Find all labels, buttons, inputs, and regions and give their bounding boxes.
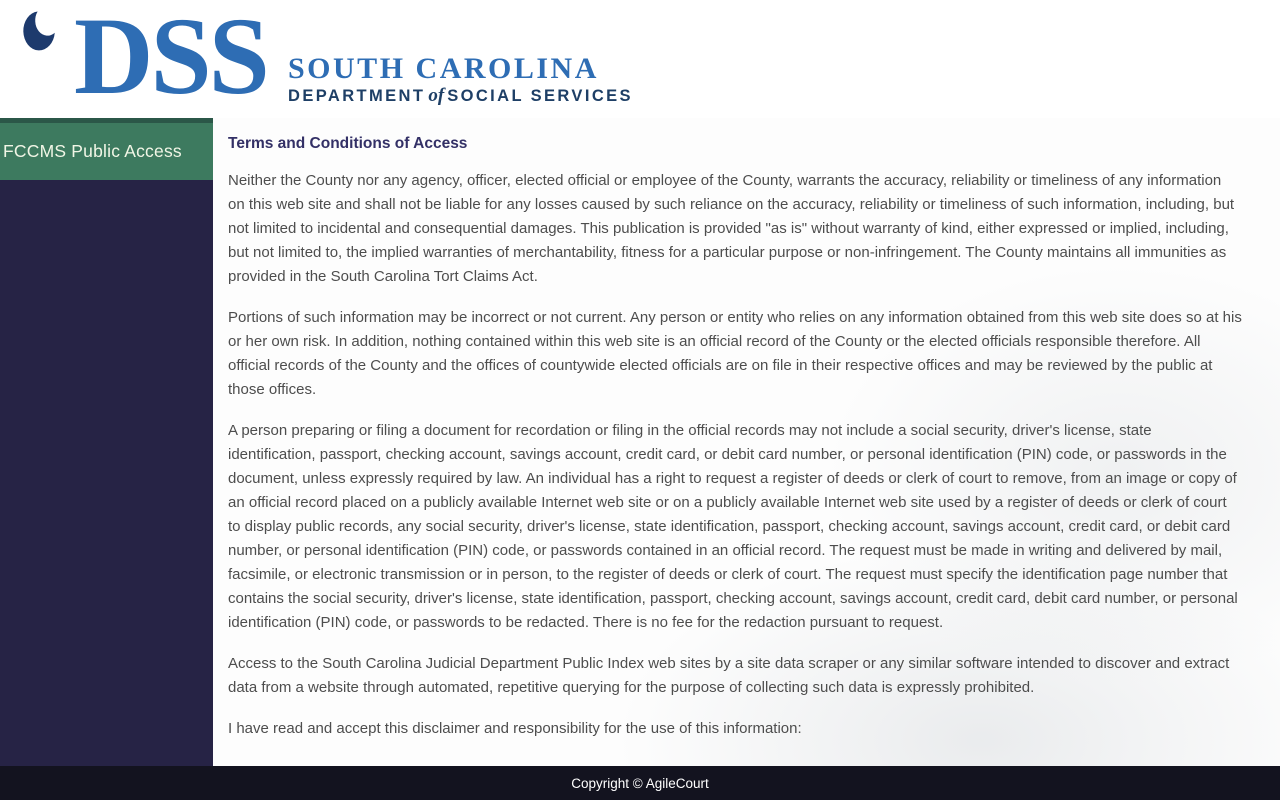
body-row (0, 118, 1280, 766)
main-content (213, 118, 1280, 766)
terms-paragraph-1: Neither the County nor any agency, officer, elected official or employee of the County, warrants the accuracy, reliability or timeliness of any information on this web site and shall not be liable for any losses caused by such reliance on the accuracy, reliability or timeliness of such information, including, but not limited to incidental and consequential damages. This publication is provided "as is" without warranty of kind, either expressed or implied, including, but not limited to, the implied warranties of merchantability, fitness for a particular purpose or non-infringement. The County maintains all immunities as provided in the South Carolina Tort Claims Act. (228, 172, 1235, 285)
sidebar-item-fccms-public-access[interactable] (0, 118, 213, 180)
sidebar (0, 118, 213, 766)
copyright-text: Copyright © AgileCourt (571, 775, 709, 791)
sidebar-item-label: FCCMS Public Access (3, 141, 182, 161)
crescent-moon-icon (18, 5, 60, 57)
logo-wordmark (288, 53, 633, 106)
logo-state-name: SOUTH CAROLINA (288, 52, 599, 85)
logo-dept-name (288, 86, 633, 106)
terms-acceptance-statement: I have read and accept this disclaimer and responsibility for the use of this information: (228, 720, 802, 737)
logo-dept-of: of (428, 85, 445, 106)
logo-dept-word2: SOCIAL SERVICES (447, 87, 633, 105)
terms-paragraph-2: Portions of such information may be incorrect or not current. Any person or entity who relies on any information obtained from this web site does so at his or her own risk. In addition, nothing contained within this web site is an official record of the County or the elected officials responsible therefore. All official records of the County and the offices of countywide elected officials are on file in their respective offices and may be reviewed by the public at those offices. (228, 309, 1242, 398)
terms-paragraph-4: Access to the South Carolina Judicial Department Public Index web sites by a site data scraper or any similar software intended to discover and extract data from a website through automated, repetitive querying for the purpose of collecting such data is expressly prohibited. (228, 655, 1230, 696)
terms-paragraph-3: A person preparing or filing a document for recordation or filing in the official records may not include a social security, driver's license, state identification, passport, checking account, savings account, credit card, or debit card number, or personal identification (PIN) code, or passwords in the document, unless expressly required by law. An individual has a right to request a register of deeds or clerk of court to remove, from an image or copy of an official record placed on a publicly available Internet web site or on a publicly available Internet web site used by a register of deeds or clerk of court to display public records, any social security, driver's license, state identification, passport, checking account, savings account, credit card, or debit card number, or personal identification (PIN) code, or passwords contained in an official record. The request must be made in writing and delivered by mail, facsimile, or electronic transmission or in person, to the register of deeds or clerk of court. The request must specify the identification page number that contains the social security, driver's license, state identification, passport, checking account, savings account, credit card, debit card number, or personal identification (PIN) code, or passwords to be redacted. There is no fee for the redaction pursuant to request. (228, 422, 1238, 631)
logo-acronym: DSS (74, 0, 267, 117)
logo-dept-word1: DEPARTMENT (288, 87, 426, 105)
page-title: Terms and Conditions of Access (228, 135, 468, 152)
footer (0, 766, 1280, 800)
site-header (0, 0, 1280, 118)
